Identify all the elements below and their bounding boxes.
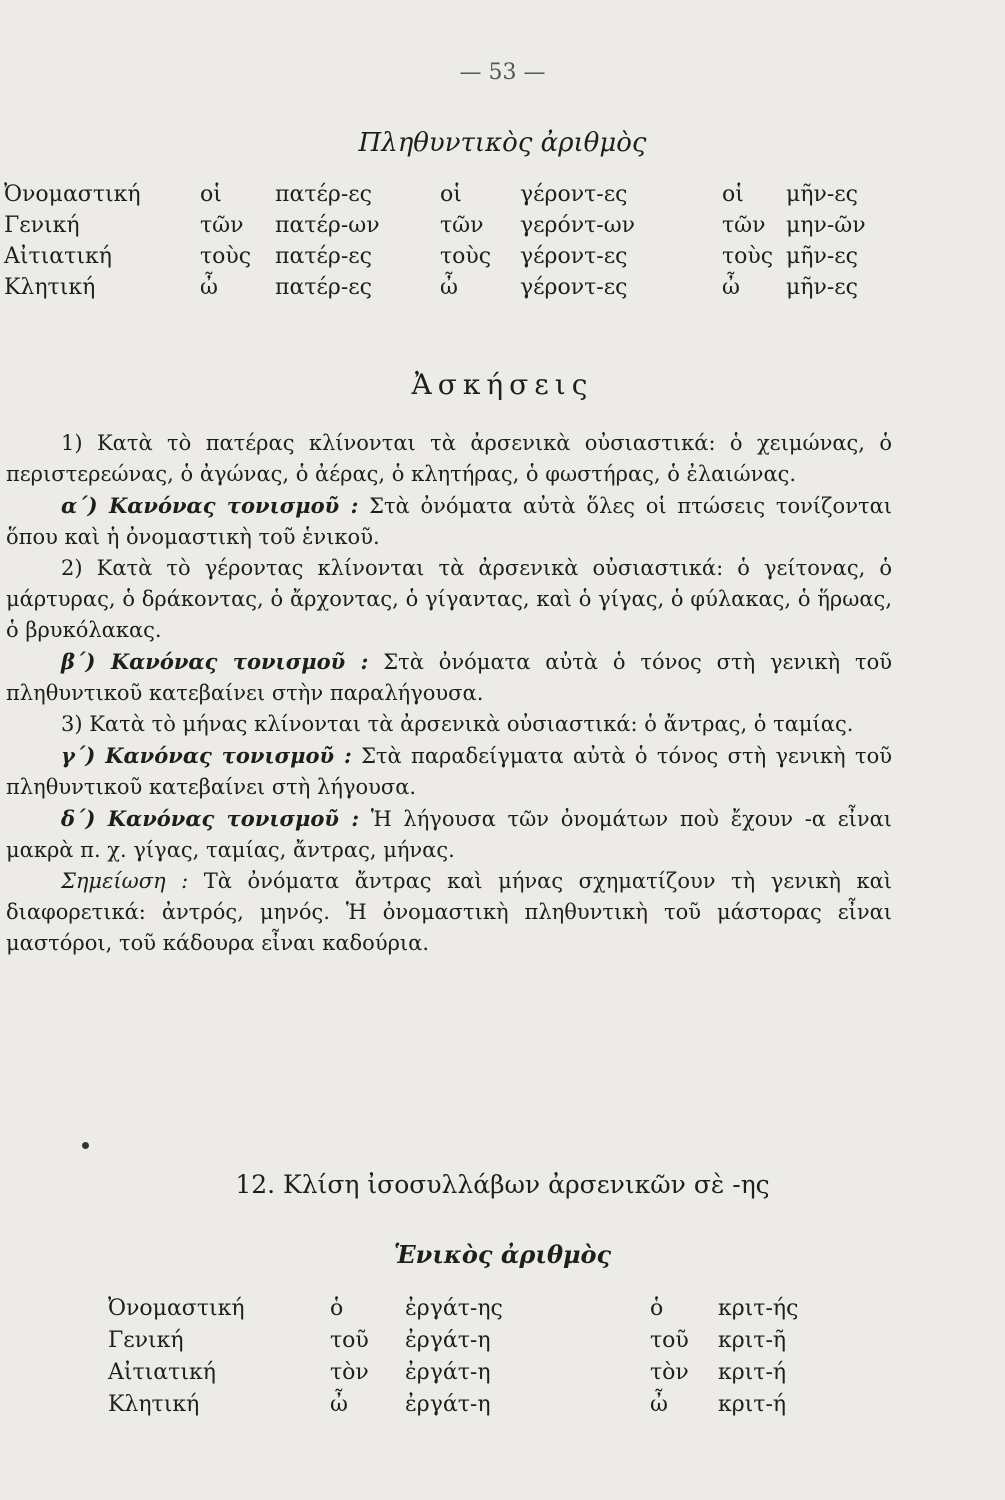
rule-a-text: Στὰ ὀνόματα αὐτὰ ὅλες οἱ πτώσεις τονίζονται ὅπου καὶ ἡ ὀνομαστικὴ τοῦ ἑνικοῦ.	[6, 494, 892, 549]
table-row	[0, 1328, 1005, 1360]
form: μῆν-ες	[786, 275, 859, 300]
form: μῆν-ες	[786, 244, 859, 269]
exercise-3: 3) Κατὰ τὸ μήνας κλίνονται τὰ ἀρσενικὰ οὐσιαστικά: ὁ ἄντρας, ὁ ταμίας.	[61, 712, 854, 736]
note	[6, 866, 892, 959]
ink-dot	[82, 1142, 89, 1149]
form: μην-ῶν	[786, 213, 866, 238]
form: μῆν-ες	[786, 182, 859, 207]
rule-a	[6, 490, 892, 553]
article: τοῦ	[330, 1328, 369, 1353]
article: τῶν	[200, 213, 244, 238]
rule-d-label: δ΄) Κανόνας τονισμοῦ :	[61, 806, 360, 831]
article: ὦ	[200, 275, 218, 300]
case-name: Ὀνομαστική	[4, 182, 141, 207]
article: ὦ	[722, 275, 740, 300]
form: γερόντ-ων	[520, 213, 636, 238]
note-label: Σημείωση :	[61, 869, 189, 893]
article: ὦ	[650, 1392, 668, 1417]
singular-heading: Ἑνικὸς ἀριθμὸς	[393, 1240, 612, 1269]
case-name: Ὀνομαστική	[108, 1296, 245, 1321]
form: κριτ-ή	[718, 1360, 787, 1385]
form: ἐργάτ-η	[405, 1392, 491, 1417]
article: ὁ	[330, 1296, 344, 1321]
form: πατέρ-ες	[275, 275, 372, 300]
table-row	[0, 1360, 1005, 1392]
rule-c	[6, 740, 892, 803]
form: ἐργάτ-η	[405, 1328, 491, 1353]
singular-table	[0, 1296, 1005, 1424]
form: ἐργάτ-ης	[405, 1296, 503, 1321]
form: πατέρ-ες	[275, 244, 372, 269]
case-name: Γενική	[108, 1328, 184, 1353]
case-name: Αἰτιατική	[4, 244, 112, 269]
article: οἱ	[722, 182, 744, 207]
article: τὸν	[330, 1360, 369, 1385]
page-number: — 53 —	[459, 60, 546, 85]
plural-table	[0, 182, 1005, 306]
article: τοῦ	[650, 1328, 689, 1353]
case-name: Αἰτιατική	[108, 1360, 216, 1385]
exercises-text	[6, 428, 892, 959]
exercise-1: 1) Κατὰ τὸ πατέρας κλίνονται τὰ ἀρσενικὰ οὐσιαστικά: ὁ χειμώνας, ὁ περιστερεώνας, ὁ ἀγώνας, ὁ ἀέρας, ὁ κλητήρας, ὁ φωστήρας, ὁ ἐλαιώνας.	[6, 431, 892, 486]
case-name: Κλητική	[4, 275, 96, 300]
form: κριτ-ῆ	[718, 1328, 787, 1353]
article: τοὺς	[200, 244, 252, 269]
form: ἐργάτ-η	[405, 1360, 491, 1385]
form: γέροντ-ες	[520, 182, 628, 207]
article: οἱ	[200, 182, 222, 207]
exercises-heading: Ἀσκήσεις	[411, 368, 594, 401]
article: τὸν	[650, 1360, 689, 1385]
article: τοὺς	[440, 244, 492, 269]
exercise-2: 2) Κατὰ τὸ γέροντας κλίνονται τὰ ἀρσενικὰ οὐσιαστικά: ὁ γείτονας, ὁ μάρτυρας, ὁ δράκοντας, ὁ ἄρχοντας, ὁ γίγαντας, καὶ ὁ γίγας, ὁ φύλακας, ὁ ἥρωας, ὁ βρυκόλακας.	[6, 556, 892, 642]
table-row	[0, 213, 1005, 244]
rule-b	[6, 646, 892, 709]
case-name: Γενική	[4, 213, 80, 238]
rule-b-label: β΄) Κανόνας τονισμοῦ :	[61, 649, 369, 674]
table-row	[0, 1296, 1005, 1328]
form: πατέρ-ες	[275, 182, 372, 207]
article: ὦ	[330, 1392, 348, 1417]
plural-heading: Πληθυντικὸς ἀριθμὸς	[358, 128, 647, 158]
table-row	[0, 182, 1005, 213]
table-row	[0, 244, 1005, 275]
rule-c-text: Στὰ παραδείγματα αὐτὰ ὁ τόνος στὴ γενικὴ τοῦ πληθυντικοῦ κατεβαίνει στὴ λήγουσα.	[6, 744, 892, 799]
rule-c-label: γ΄) Κανόνας τονισμοῦ :	[61, 743, 352, 768]
form: κριτ-ής	[718, 1296, 799, 1321]
form: γέροντ-ες	[520, 244, 628, 269]
note-text: Τὰ ὀνόματα ἄντρας καὶ μήνας σχηματίζουν τὴ γενικὴ καὶ διαφορετικά: ἀντρός, μηνός. Ἡ ὀνομαστικὴ πληθυντικὴ τοῦ μάστορας εἶναι μαστόροι, τοῦ κάδουρα εἶναι καδούρια.	[6, 869, 893, 955]
rule-b-text: Στὰ ὀνόματα αὐτὰ ὁ τόνος στὴ γενικὴ τοῦ πληθυντικοῦ κατεβαίνει στὴν παραλήγουσα.	[6, 650, 893, 705]
article: τῶν	[722, 213, 766, 238]
table-row	[0, 275, 1005, 306]
article: οἱ	[440, 182, 462, 207]
rule-a-label: α΄) Κανόνας τονισμοῦ :	[61, 493, 359, 518]
table-row	[0, 1392, 1005, 1424]
case-name: Κλητική	[108, 1392, 200, 1417]
article: ὦ	[440, 275, 458, 300]
form: γέροντ-ες	[520, 275, 628, 300]
article: τοὺς	[722, 244, 774, 269]
rule-d-text: Ἡ λήγουσα τῶν ὀνομάτων ποὺ ἔχουν -α εἶναι μακρὰ π. χ. γίγας, ταμίας, ἄντρας, μήνας.	[6, 807, 893, 862]
form: πατέρ-ων	[275, 213, 380, 238]
form: κριτ-ή	[718, 1392, 787, 1417]
article: τῶν	[440, 213, 484, 238]
rule-d	[6, 803, 892, 866]
section-12-title: 12. Κλίση ἰσοσυλλάβων ἀρσενικῶν σὲ -ης	[235, 1170, 770, 1199]
article: ὁ	[650, 1296, 664, 1321]
